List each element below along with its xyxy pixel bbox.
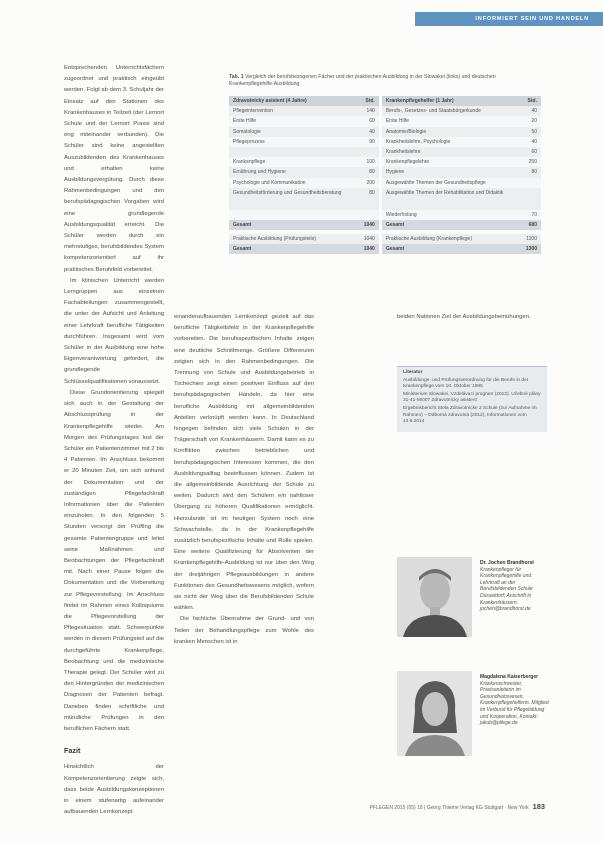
table-row [229, 147, 541, 157]
table-cell: 1040 [349, 234, 379, 244]
table-cell: 1100 [511, 234, 541, 244]
table-cell [511, 188, 541, 210]
table-cell [349, 210, 379, 220]
author-description: Krankenpfleger für Krankenpflegehilfe und Lehrkraft an der Berufsbildenden Schule Düsseldorf; Anschrift in Krankenhäusern. jochen@brandhorst.de [480, 566, 533, 613]
table-total-row [229, 244, 541, 254]
table-cell: Gesundheitsförderung und Gesundheitsberatung [229, 188, 349, 210]
table-cell: 680 [511, 220, 541, 230]
table-row [229, 127, 541, 137]
table-cell: 20 [511, 116, 541, 126]
paragraph: einanderaufbauenden Lernkonzept gezielt auf das berufliche Tätigkeitsfeld in der Krankenpflegehilfe vorbereiten. Die berufsspezifischen Inhalte zeigen eine deutliche Schnittmenge. Größere Differenzen zeigten sich in den Rahmenbedingungen. Die Trennung von Schule und Ausbildungsbetrieb in Tschechien zeigt einen positiven Einfluss auf den berufspädagogischen Handeln, da hier eine berufliche Ausbildung mit allgemeinbildenden Anteilen verknüpft werden kann. In Deutschland hingegen befinden sich viele Schulen in der Trägerschaft von Krankenhäusern. Damit kann es zu Konflikten zwischen betrieblichen und berufspädagogischen Interessen kommen, die den Ausbildungsalltag beeinflussen können. Zudem ist die allgemeinbildende Ausrichtung der Schule zu weiten. Dadurch wird den Schülern ein nahtloser Übergang zu höheren Qualifikationen ermöglicht. Hierzulande ist im heutigen System noch eine Schwachstelle, da in der Krankenpflegehilfe zusätzlich berufspezifische Inhalte und Rolle spielen. Eine weitere Qualifizierung für Absolventen der Krankenpflegehilfe-Ausbildung ist nur über den Weg der dreijährigen Pflegeausbildungen in andere Funktionen des Gesundheitswesens möglich, wofern sie nicht der Weg über die Berufsbildenden Schule wählen. [174, 314, 314, 612]
table-cell: Ausgewählte Themen der Rehabilitation und Didaktik [382, 188, 511, 210]
table-cell [349, 147, 379, 157]
table-row [229, 116, 541, 126]
table-cell: Wiederholung [382, 210, 511, 220]
table-cell: Gesamt [382, 220, 511, 230]
table-cell: 100 [349, 157, 379, 167]
author-name: Dr. Jochen Brandhorst [480, 560, 534, 566]
table-cell: Krankheitslehre [382, 147, 511, 157]
fazit-paragraph: Hinsichtlich der Kompetenzorientierung zeigte sich, dass beide Ausbildungskonzeptionen in einem stufenartig aufeinander aufbauenden Lernkonzept [64, 764, 164, 816]
table-caption-text: Vergleich der berufsbezogenen Fächer und der praktischen Ausbildung in der Slowakei (links) und deutschen Krankenpflegehilfe-Ausbildung [229, 74, 496, 88]
table-practice-row [229, 234, 541, 244]
table-cell: Berufs-, Gesetzes- und Staatsbürgerkunde [382, 106, 511, 116]
table-cell: Ausgewählte Themen der Gesundheitspflege [382, 178, 511, 188]
body-column-middle [174, 312, 314, 648]
table-cell: Gesamt [382, 244, 511, 254]
table-cell: Erste Hilfe [229, 116, 349, 126]
table-cell: Gesamt [229, 220, 349, 230]
table-cell: 80 [511, 167, 541, 177]
literature-item: Ausbildungs- und Prüfungsverordnung für die Berufe in der Krankenpflege vom 10. Oktober 1985 [403, 377, 529, 390]
page-footer [355, 802, 545, 811]
table-cell: 40 [511, 137, 541, 147]
table-cell: Krankenpflegelehre [382, 157, 511, 167]
paragraph: Im klinischen Unterricht werden Lerngruppen aus einzelnen Fachabteilungen zusammengestellt, die unter der Aufsicht und Anleitung einer Lehrkraft berufliche Tätigkeiten durchführen. Insgesamt wird vom Schüler in der Ausbildung eine hohe Eigenverantwortung gefordert, die grundlegende Schlüsselqualifikationen voraussetzt. [64, 277, 164, 385]
table-cell: 70 [511, 210, 541, 220]
table-cell: Somatologie [229, 127, 349, 137]
table-row [229, 167, 541, 177]
table-row [229, 178, 541, 188]
author-photo [397, 557, 472, 637]
table-row [229, 106, 541, 116]
header-cell: Krankenpflegehelfer (1 Jahr) [382, 96, 511, 106]
table-cell: 80 [349, 188, 379, 210]
author-bio [480, 674, 550, 727]
table-cell: Hygiene [382, 167, 511, 177]
table-cell: Pflegeprozess [229, 137, 349, 147]
literature-item: Ergebnisbericht Stela Zdravotnícke 2 Schule (zur Aufnahme im Rahmen) – Odborná zdravotná (2012), Informationen vom 13.9.2014 [403, 405, 537, 425]
table-cell: 50 [511, 127, 541, 137]
table-cell [229, 147, 349, 157]
table-cell: Ernährung und Hygiene [229, 167, 349, 177]
table-cell: Erste Hilfe [382, 116, 511, 126]
paragraph: beiden Nationen Ziel der Ausbildungsbemühungen. [397, 314, 531, 320]
table-cell: Pflegeintervention [229, 106, 349, 116]
table-cell [511, 178, 541, 188]
table-cell: Gesamt [229, 244, 349, 254]
header-cell: Zdravotnicky asistent (4 Jahre) [229, 96, 349, 106]
body-column-right [397, 312, 537, 323]
table-cell [229, 210, 349, 220]
table-header-row [229, 96, 541, 106]
table-cell: Anatomie/Biologie [382, 127, 511, 137]
table-cell: Krankenpflege [229, 157, 349, 167]
section-banner: INFORMIERT SEIN UND HANDELN [415, 12, 603, 26]
paragraph: Die fachliche Übernahme der Grund- und von Teilen der Behandlungspflege zum Wohle des kranken Menschen ist in [174, 616, 314, 645]
fazit-heading: Fazit [64, 746, 81, 756]
table-cell: 60 [511, 147, 541, 157]
table-cell: 40 [511, 106, 541, 116]
table-cell: Praktische Ausbildung (Prüfungsteile) [229, 234, 349, 244]
table-caption [229, 74, 541, 88]
author-photo [397, 671, 472, 756]
table-cell: 80 [349, 167, 379, 177]
literature-item: Ministerium Slowakei, Vzdelávací program (2013). Učebné plány 31-41-M/007 Zdravotnícky asistent [403, 391, 541, 404]
table-cell: 60 [349, 116, 379, 126]
table-cell: 90 [349, 137, 379, 147]
table-row [229, 157, 541, 167]
header-cell: Std. [511, 96, 541, 106]
body-column-left [64, 63, 164, 818]
header-cell: Std. [349, 96, 379, 106]
paragraph: Diese Grundorientierung spiegelt sich auch in der Gestaltung der Abschlussprüfung in der Krankenpflegehilfe wieder. Am Morgen des Prüfungstages lost der Schüler ein Patientenzimmer mit 2 bis 4 Patienten. Im Anschluss bekommt er 20 Minuten Zeit, um sich anhand der Dokumentation und der zuständigen Pflegefachkraft Informationen über die Patienten einzuholen. In den folgenden 5 Stunden versorgt der Prüfling die gesamte Patientengruppe und leitet seine Maßnahmen und Beobachtungen der Pflegefachkraft mit. Nach einer Pause folgen die Dokumentation und die Vorbereitung zur Pflegevorstellung. Im Anschluss findet im Rahmen eines Kolloquiums die Pflegevorstellung der Pflegesituation statt. Schwerpunkte werden in diesem Prüfungsteil auf die durchgeführte Krankenpflege, Beobachtung und die medizinische Therapie gelegt. Der Schüler wird zu den Hintergründen der medizinischen Diagnosen der Patienten befragt. Daneben finden schriftliche und mündliche Prüfungen in den beruflichen Fächern statt. [64, 389, 164, 732]
author-name: Magdalena Kaiserberger [480, 674, 539, 680]
table-cell: 1300 [511, 244, 541, 254]
table-cell: Krankheitslehre, Psychologie [382, 137, 511, 147]
journal-info: PFLEGEN 2015 (05) 18 | Georg Thieme Verlag KG Stuttgart · New York [369, 805, 529, 811]
literature-heading: Literatur [403, 370, 423, 375]
paragraph: Entsprechenden Unterrichtsfächern zugeordnet und praktisch eingeübt werden. Folgt ab dem 3. Schuljahr der Einsatz auf den Stationen des Krankenhauses in Teilzeit (der Lernort Schule und der Lernort Praxis sind eng miteinander verbunden). Die Schüler sind keine angestellten Auszubildenden des Krankenhauses und erhalten keine Ausbildungsvergütung. Durch diese Rahmenbedingungen und den berufspädagogischen Vorgaben wird eine grundlegende Ausbildungsqualität erreicht. Die Schüler werden durch ein mehrstufiges, berufsbildendes System kompetenzorientiert auf ihr praktisches Berufsfeld vorbereitet. [64, 65, 164, 273]
table-total-row [229, 220, 541, 230]
table-cell: 250 [511, 157, 541, 167]
table-cell: 140 [349, 106, 379, 116]
author-bio [480, 560, 550, 613]
literature-box [397, 366, 547, 432]
table-cell: Psychologie und Kommunikation [229, 178, 349, 188]
table-number: Tab. 1 [229, 74, 244, 80]
table-row [229, 188, 541, 210]
page-number: 183 [532, 802, 545, 811]
table-cell: 1040 [349, 244, 379, 254]
table-row [229, 210, 541, 220]
author-description: Krankenschwester, Praxisanleiterin im Gesundheitswesen, Krankenpflegehelferin. Mitglied im Verbund für Pflegebildung und Kooperation, Kontakt: jakub@pflege.de [480, 680, 549, 727]
table-cell: 200 [349, 178, 379, 188]
comparison-table [229, 96, 541, 254]
table-cell: 1040 [349, 220, 379, 230]
table-cell: Praktische Ausbildung (Krankenpflege) [382, 234, 511, 244]
table-cell: 40 [349, 127, 379, 137]
table-row [229, 137, 541, 147]
